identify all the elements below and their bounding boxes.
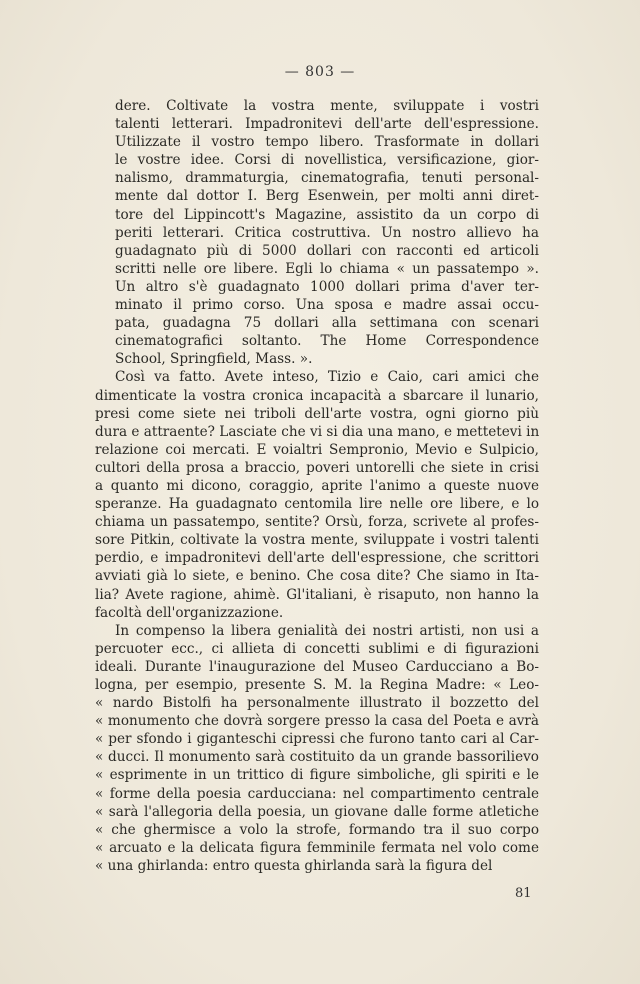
text-line: School, Springfield, Mass. ». — [115, 351, 313, 368]
text-line: « sarà l'allegoria della poesia, un giovane dalle forme atletiche — [95, 803, 539, 820]
text-line: mente dal dottor I. Berg Esenwein, per molti anni diret- — [115, 188, 539, 205]
text-line: « esprimente in un trittico di figure simboliche, gli spiriti e le — [95, 767, 539, 784]
text-line: sore Pitkin, coltivate la vostra mente, sviluppate i vostri talenti — [95, 532, 539, 549]
text-line: pata, guadagna 75 dollari alla settimana con scenari — [115, 315, 539, 332]
text-line: cultori della prosa a braccio, poveri untorelli che siete in crisi — [95, 459, 539, 476]
text-line: dura e attraente? Lasciate che vi si dia una mano, e mettetevi in — [95, 423, 539, 440]
signature-mark: 81 — [515, 886, 532, 901]
text-line: « arcuato e la delicata figura femminile fermata nel volo come — [95, 839, 539, 856]
text-line: « che ghermisce a volo la strofe, formando tra il suo corpo — [95, 821, 539, 838]
text-line: « una ghirlanda: entro questa ghirlanda sarà la figura del — [95, 857, 493, 874]
text-line: Così va fatto. Avete inteso, Tizio e Caio, cari amici che — [115, 369, 539, 386]
text-line: dere. Coltivate la vostra mente, sviluppate i vostri — [115, 98, 539, 114]
text-line: ideali. Durante l'inaugurazione del Museo Carducciano a Bo- — [95, 658, 539, 675]
text-line: presi come siete nei triboli dell'arte vostra, ogni giorno più — [95, 405, 539, 422]
text-line: In compenso la libera genialità dei nostri artisti, non usi a — [115, 622, 539, 639]
text-line: Utilizzate il vostro tempo libero. Trasformate in dollari — [115, 134, 539, 151]
text-line: logna, per esempio, presente S. M. la Regina Madre: « Leo- — [95, 677, 539, 693]
paragraph — [115, 97, 539, 368]
text-line: lia? Avete ragione, ahimè. Gl'italiani, è risaputo, non hanno la — [95, 586, 539, 603]
text-line: talenti letterari. Impadronitevi dell'arte dell'espressione. — [115, 116, 539, 133]
text-line: « per sfondo i giganteschi cipressi che furono tanto cari al Car- — [95, 731, 539, 748]
text-line: periti letterari. Critica costruttiva. Un nostro allievo ha — [115, 224, 539, 241]
text-line: guadagnato più di 5000 dollari con racconti ed articoli — [115, 242, 539, 259]
text-line: speranze. Ha guadagnato centomila lire nelle ore libere, e lo — [95, 496, 539, 513]
text-line: chiama un passatempo, sentite? Orsù, forza, scrivete al profes- — [95, 514, 539, 531]
text-line: scritti nelle ore libere. Egli lo chiama « un passatempo ». — [115, 260, 539, 277]
text-line: percuoter ecc., ci allieta di concetti sublimi e di figurazioni — [95, 640, 539, 657]
text-line: minato il primo corso. Una sposa e madre assai occu- — [115, 297, 539, 314]
text-line: perdio, e impadronitevi dell'arte dell'espressione, che scrittori — [95, 550, 539, 567]
text-line: avviati già lo siete, e benino. Che cosa dite? Che siamo in Ita- — [95, 568, 539, 585]
page-number: — 803 — — [284, 64, 356, 80]
text-line: « nardo Bistolfi ha personalmente illustrato il bozzetto del — [95, 695, 539, 712]
text-line: facoltà dell'organizzazione. — [95, 604, 284, 621]
text-line: Un altro s'è guadagnato 1000 dollari prima d'aver ter- — [115, 278, 539, 295]
text-line: « ducci. Il monumento sarà costituito da un grande bassorilievo — [95, 749, 539, 766]
body-text — [95, 97, 539, 875]
text-line: tore del Lippincott's Magazine, assistito da un corpo di — [115, 206, 539, 223]
paragraph-container — [95, 97, 539, 875]
text-line: le vostre idee. Corsi di novellistica, versificazione, gior- — [115, 152, 539, 169]
text-line: dimenticate la vostra cronica incapacità a sbarcare il lunario, — [95, 387, 539, 404]
paragraph — [95, 368, 539, 621]
text-line: nalismo, drammaturgia, cinematografia, tenuti personal- — [115, 170, 539, 187]
text-line: a quanto mi dicono, coraggio, aprite l'animo a queste nuove — [95, 477, 539, 494]
text-line: cinematografici soltanto. The Home Correspondence — [115, 333, 539, 350]
text-line: « forme della poesia carducciana: nel compartimento centrale — [95, 785, 539, 802]
paragraph — [95, 622, 539, 875]
text-line: « monumento che dovrà sorgere presso la casa del Poeta e avrà — [95, 713, 539, 730]
text-line: relazione coi mercati. E voialtri Sempronio, Mevio e Sulpicio, — [95, 441, 539, 458]
